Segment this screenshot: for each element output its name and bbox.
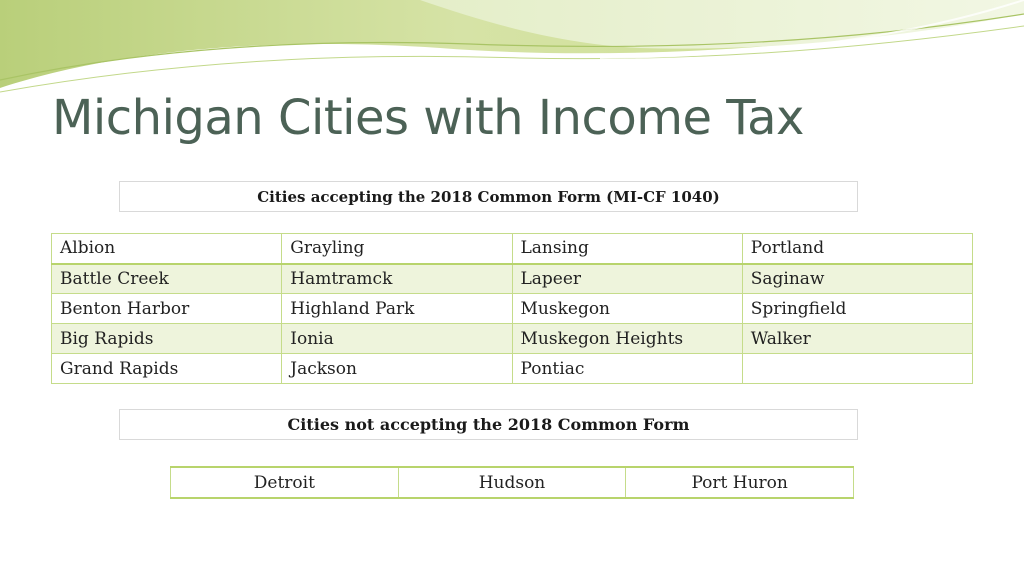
not-accepting-cities-table <box>170 466 854 499</box>
city-cell: Grayling <box>282 234 512 264</box>
page-title: Michigan Cities with Income Tax <box>52 90 804 146</box>
city-cell: Big Rapids <box>52 324 282 354</box>
city-cell: Port Huron <box>626 467 854 498</box>
city-cell: Lansing <box>512 234 742 264</box>
city-cell: Ionia <box>282 324 512 354</box>
city-cell: Hamtramck <box>282 264 512 294</box>
city-cell: Benton Harbor <box>52 294 282 324</box>
table-row <box>52 324 973 354</box>
city-cell: Albion <box>52 234 282 264</box>
city-cell: Pontiac <box>512 354 742 384</box>
city-cell: Jackson <box>282 354 512 384</box>
table-row <box>52 354 973 384</box>
table-row <box>171 467 854 498</box>
city-cell: Saginaw <box>742 264 972 294</box>
city-cell: Lapeer <box>512 264 742 294</box>
city-cell: Springfield <box>742 294 972 324</box>
city-cell-empty <box>742 354 972 384</box>
table-row <box>52 264 973 294</box>
city-cell: Detroit <box>171 467 399 498</box>
city-cell: Portland <box>742 234 972 264</box>
not-accepting-caption: Cities not accepting the 2018 Common Form <box>119 409 858 440</box>
city-cell: Highland Park <box>282 294 512 324</box>
city-cell: Walker <box>742 324 972 354</box>
table-row <box>52 294 973 324</box>
city-cell: Muskegon <box>512 294 742 324</box>
accepting-caption: Cities accepting the 2018 Common Form (MI-CF 1040) <box>119 181 858 212</box>
table-row <box>52 234 973 264</box>
accepting-cities-table <box>51 233 973 384</box>
city-cell: Hudson <box>398 467 626 498</box>
city-cell: Battle Creek <box>52 264 282 294</box>
city-cell: Grand Rapids <box>52 354 282 384</box>
city-cell: Muskegon Heights <box>512 324 742 354</box>
